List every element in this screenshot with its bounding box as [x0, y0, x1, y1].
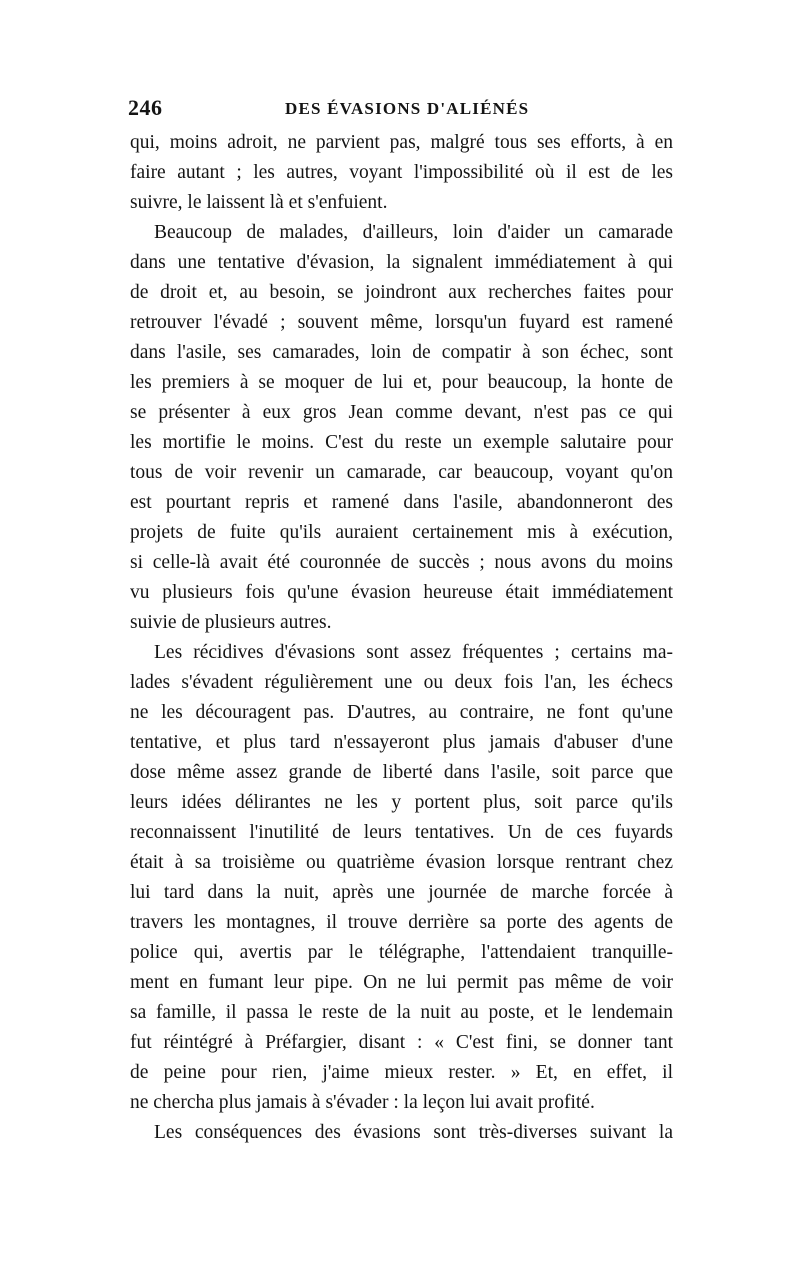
running-head: [128, 95, 670, 125]
text-line: sa famille, il passa le reste de la nuit au poste, et le lendemain: [130, 1002, 673, 1023]
text-line: retrouver l'évadé ; souvent même, lorsqu'un fuyard est ramené: [130, 312, 673, 333]
text-line: vu plusieurs fois qu'une évasion heureuse était immédiatement: [130, 582, 673, 603]
text-line: dose même assez grande de liberté dans l'asile, soit parce que: [130, 762, 673, 783]
text-line: tous de voir revenir un camarade, car beaucoup, voyant qu'on: [130, 462, 673, 483]
text-line: ment en fumant leur pipe. On ne lui permit pas même de voir: [130, 972, 673, 993]
paragraph-first-line: Beaucoup de malades, d'ailleurs, loin d'aider un camarade: [154, 222, 673, 243]
text-line: se présenter à eux gros Jean comme devant, n'est pas ce qui: [130, 402, 673, 423]
body-text: [130, 128, 673, 1148]
text-line: les mortifie le moins. C'est du reste un exemple salutaire pour: [130, 432, 673, 453]
text-line: ne chercha plus jamais à s'évader : la leçon lui avait profité.: [130, 1092, 595, 1113]
text-line: suivre, le laissent là et s'enfuient.: [130, 192, 388, 213]
text-line: tentative, et plus tard n'essayeront plus jamais d'abuser d'une: [130, 732, 673, 753]
text-line: est pourtant repris et ramené dans l'asile, abandonneront des: [130, 492, 673, 513]
text-line: suivie de plusieurs autres.: [130, 612, 332, 633]
text-line: de peine pour rien, j'aime mieux rester. » Et, en effet, il: [130, 1062, 673, 1083]
text-line: lades s'évadent régulièrement une ou deux fois l'an, les échecs: [130, 672, 673, 693]
text-line: dans une tentative d'évasion, la signalent immédiatement à qui: [130, 252, 673, 273]
paragraph-first-line: Les conséquences des évasions sont très-diverses suivant la: [154, 1122, 673, 1143]
text-line: reconnaissent l'inutilité de leurs tentatives. Un de ces fuyards: [130, 822, 673, 843]
text-line: dans l'asile, ses camarades, loin de compatir à son échec, sont: [130, 342, 673, 363]
page-number: 246: [128, 95, 163, 120]
text-line: lui tard dans la nuit, après une journée de marche forcée à: [130, 882, 673, 903]
text-line: ne les découragent pas. D'autres, au contraire, ne font qu'une: [130, 702, 673, 723]
text-line: leurs idées délirantes ne les y portent plus, soit parce qu'ils: [130, 792, 673, 813]
text-line: faire autant ; les autres, voyant l'impossibilité où il est de les: [130, 162, 673, 183]
text-line: de droit et, au besoin, se joindront aux recherches faites pour: [130, 282, 673, 303]
running-title: DES ÉVASIONS D'ALIÉNÉS: [285, 99, 530, 118]
text-line: était à sa troisième ou quatrième évasion lorsque rentrant chez: [130, 852, 673, 873]
text-line: les premiers à se moquer de lui et, pour beaucoup, la honte de: [130, 372, 673, 393]
text-line: qui, moins adroit, ne parvient pas, malgré tous ses efforts, à en: [130, 132, 673, 153]
text-line: fut réintégré à Préfargier, disant : « C'est fini, se donner tant: [130, 1032, 673, 1053]
text-line: travers les montagnes, il trouve derrière sa porte des agents de: [130, 912, 673, 933]
text-line: si celle-là avait été couronnée de succès ; nous avons du moins: [130, 552, 673, 573]
paragraph-first-line: Les récidives d'évasions sont assez fréquentes ; certains ma-: [154, 642, 673, 663]
text-line: police qui, avertis par le télégraphe, l'attendaient tranquille-: [130, 942, 673, 963]
text-line: projets de fuite qu'ils auraient certainement mis à exécution,: [130, 522, 673, 543]
